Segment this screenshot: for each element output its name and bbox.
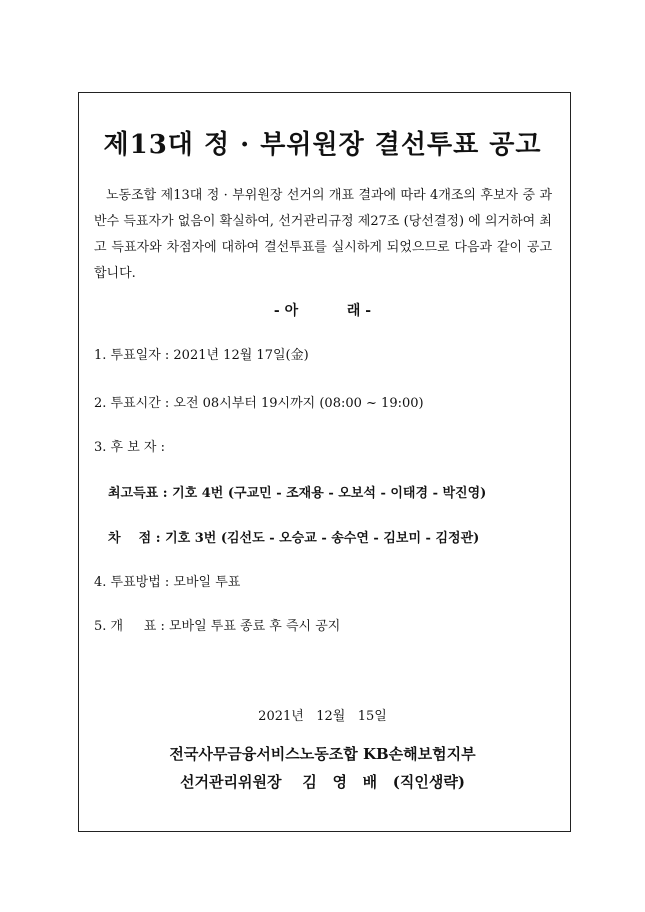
section-header: - 아 래 - bbox=[273, 303, 372, 319]
organization-name: 전국사무금융서비스노동조합 KB손해보험지부 bbox=[169, 745, 476, 763]
item-candidates-label: 3. 후 보 자 : bbox=[94, 440, 165, 455]
item-counting: 5. 개 표 : 모바일 투표 종료 후 즉시 공지 bbox=[94, 619, 341, 634]
item-vote-method: 4. 투표방법 : 모바일 투표 bbox=[94, 575, 241, 590]
chairman-signature: 선거관리위원장 김 영 배 (직인생략) bbox=[180, 773, 465, 791]
candidate-second: 차 점 : 기호 3번 (김선도 - 오승교 - 송수연 - 김보미 - 김정관) bbox=[108, 531, 480, 546]
intro-paragraph: 노동조합 제13대 정 · 부위원장 선거의 개표 결과에 따라 4개조의 후보자 중 과반수 득표자가 없음이 확실하여, 선거관리규정 제27조 (당선결정) 에 의거하여 최고 득표자와 차점자에 대하여 결선투표를 실시하게 되었으므로 다음과 같이 공고합니다. bbox=[94, 188, 552, 281]
notice-title: 제13대 정 · 부위원장 결선투표 공고 bbox=[103, 130, 542, 160]
candidate-top: 최고득표 : 기호 4번 (구교민 - 조재용 - 오보석 - 이태경 - 박진영) bbox=[108, 486, 487, 501]
notice-date: 2021년 12월 15일 bbox=[258, 709, 387, 724]
item-vote-date: 1. 투표일자 : 2021년 12월 17일(金) bbox=[94, 348, 309, 363]
item-vote-time: 2. 투표시간 : 오전 08시부터 19시까지 (08:00 ~ 19:00) bbox=[94, 396, 424, 411]
